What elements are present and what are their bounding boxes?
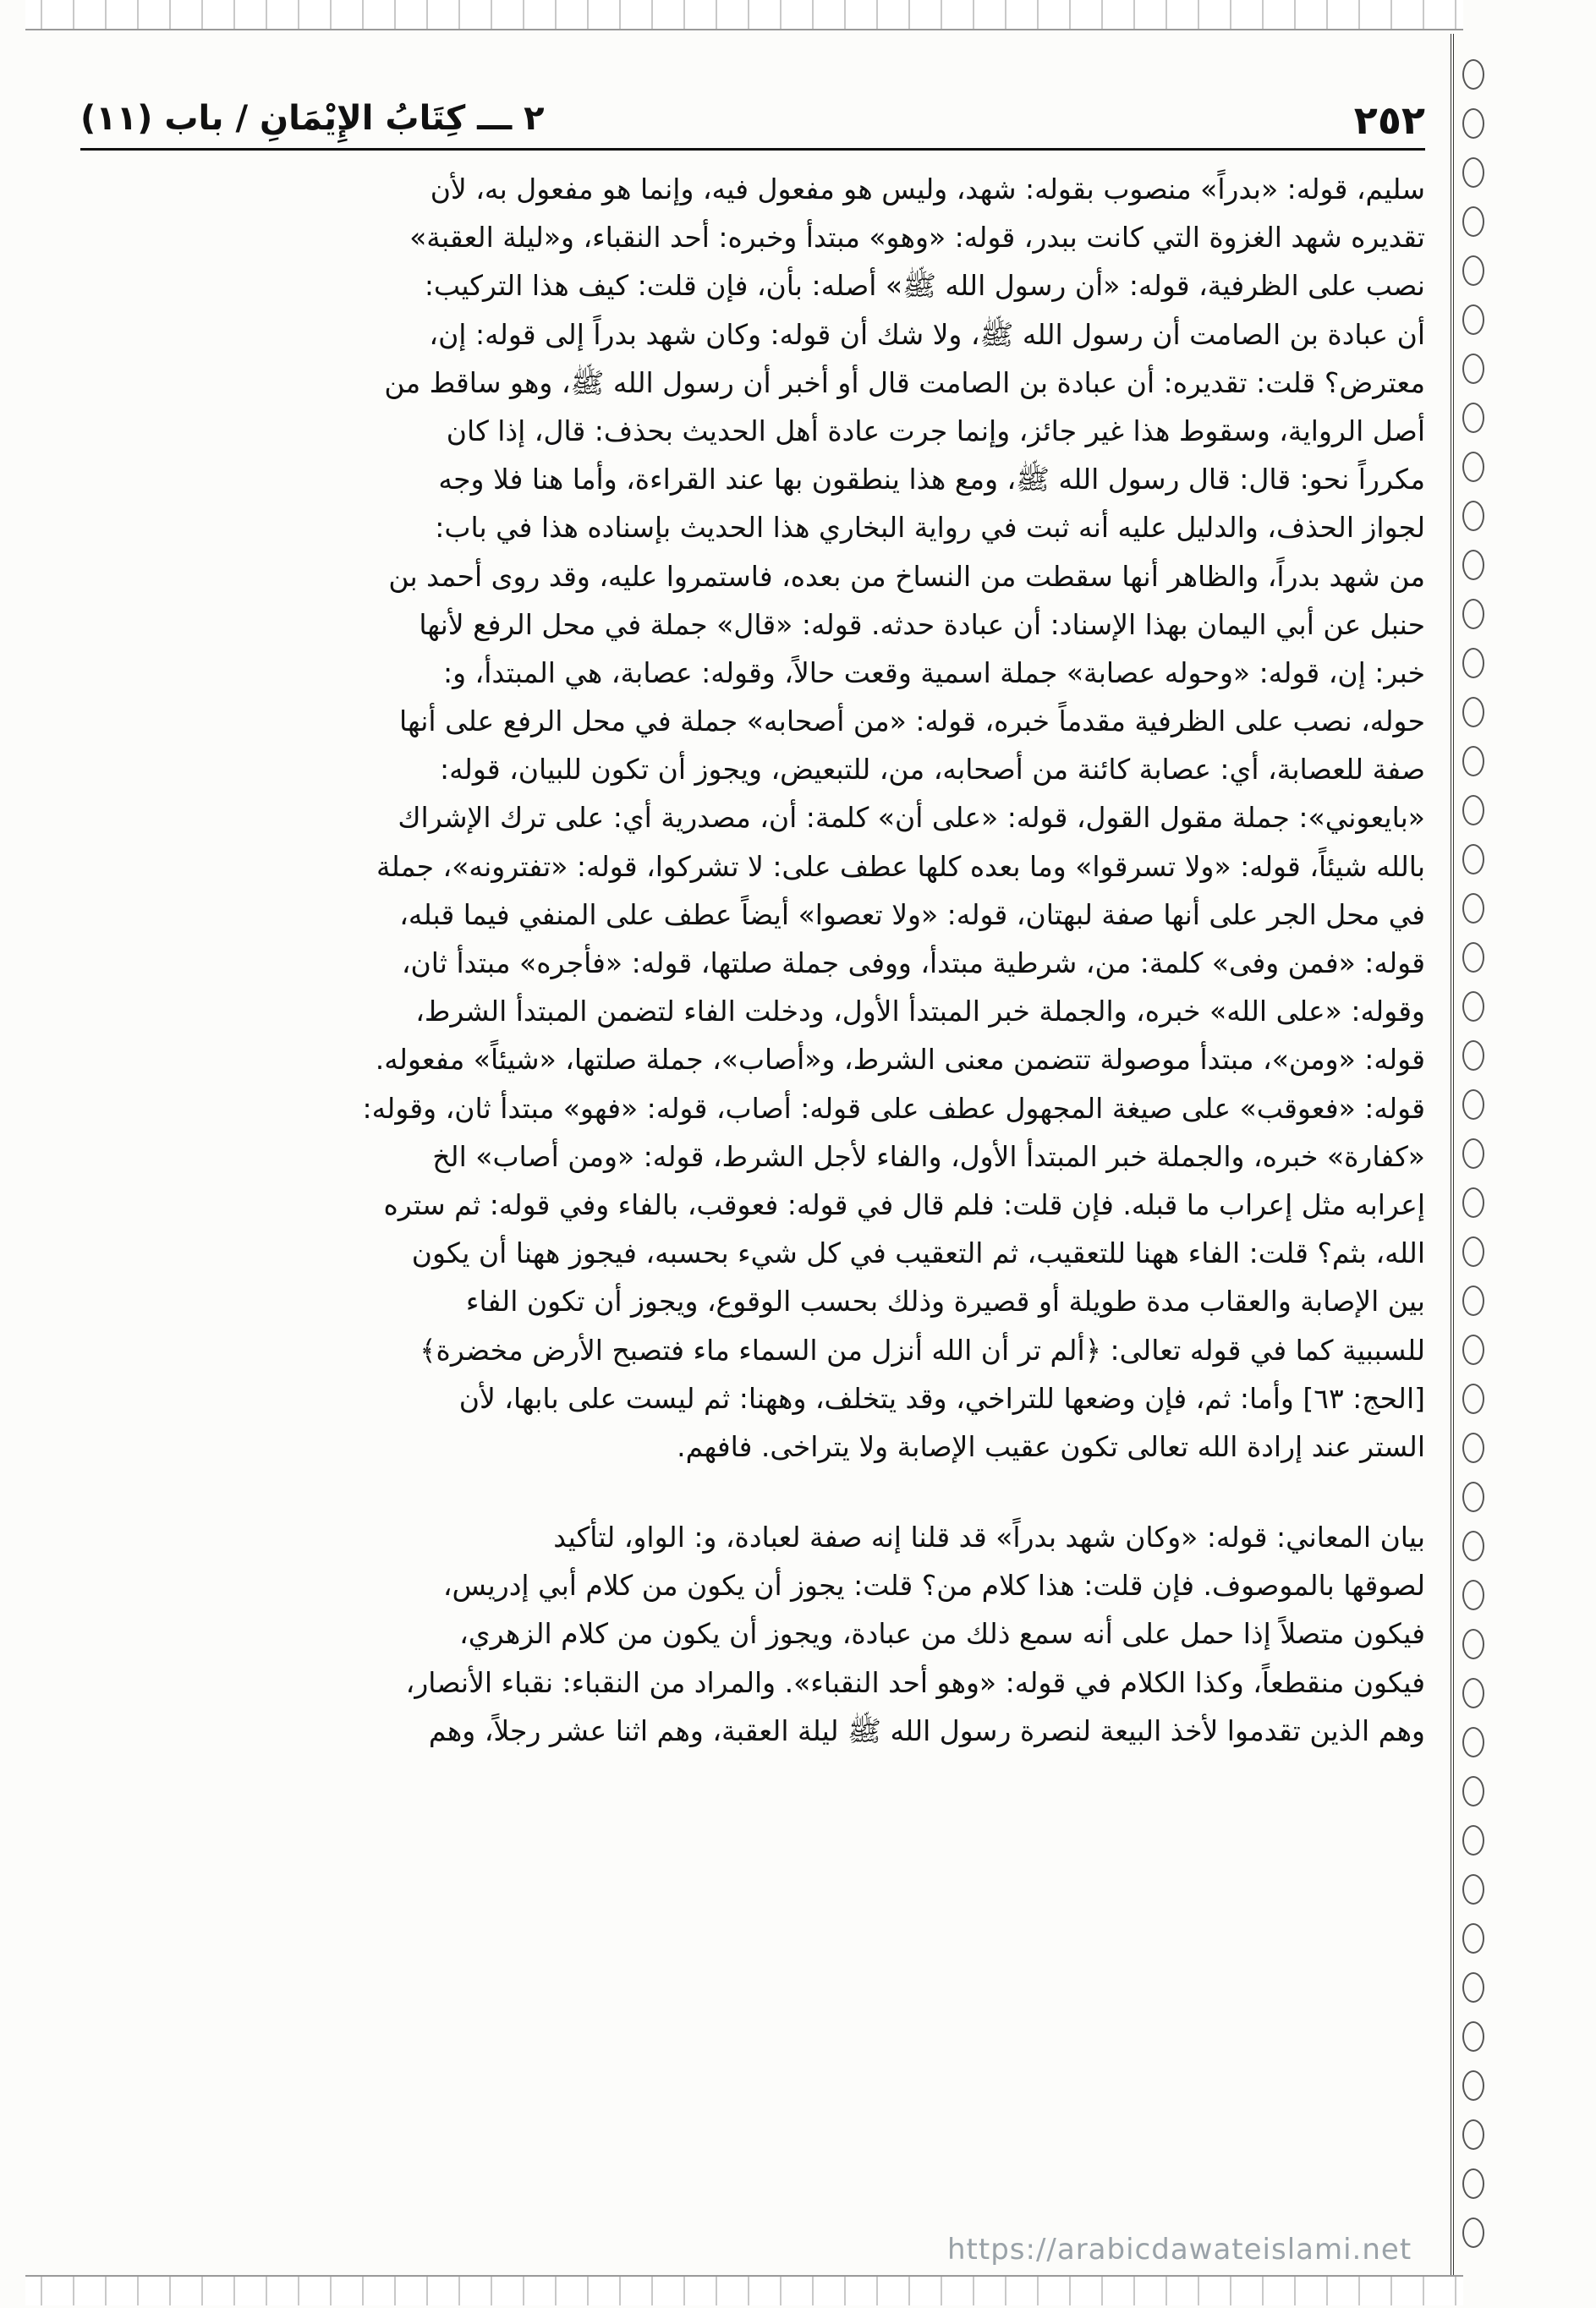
border-ornament: [1462, 599, 1484, 629]
border-ornament: [1462, 991, 1484, 1022]
border-ornament: [1462, 893, 1484, 924]
border-ornament: [1462, 452, 1484, 482]
border-ornament: [1462, 1629, 1484, 1659]
border-ornament: [1462, 354, 1484, 384]
page-number: ٢٥٢: [1353, 97, 1425, 143]
border-ornament: [1462, 1040, 1484, 1071]
border-ornament: [1462, 2021, 1484, 2052]
border-ornament: [1462, 1286, 1484, 1316]
border-ornament: [1462, 1727, 1484, 1757]
border-ornament: [1462, 501, 1484, 531]
text-line: من شهد بدراً، والظاهر أنها سقطت من النساخ من بعده، فاستمروا عليه، وقد روى أحمد بن: [388, 559, 1425, 593]
border-ornament: [1462, 648, 1484, 678]
border-ornament: [1462, 942, 1484, 973]
text-line: خبر: إن، قوله: «وحوله عصابة» جملة اسمية وقعت حالاً، وقوله: عصابة، هي المبتدأ، و:: [443, 655, 1425, 689]
border-ornament: [1462, 1384, 1484, 1414]
text-line: للسببية كما في قوله تعالى: ﴿ألم تر أن الله أنزل من السماء ماء فتصبح الأرض مخضرة﴾: [420, 1333, 1425, 1367]
text-line: وهم الذين تقدموا لأخذ البيعة لنصرة رسول الله ﷺ ليلة العقبة، وهم اثنا عشر رجلاً، وهم: [428, 1713, 1425, 1747]
border-ornament: [1462, 1874, 1484, 1905]
border-ornament: [1462, 1580, 1484, 1610]
watermark-url: https://arabicdawateislami.net: [947, 2233, 1412, 2267]
border-ornament: [1462, 795, 1484, 825]
border-ornament: [1462, 108, 1484, 139]
border-ornament: [1462, 1236, 1484, 1267]
text-line: أصل الرواية، وسقوط هذا غير جائز، وإنما جرت عادة أهل الحديث بحذف: قال، إذا كان: [446, 414, 1425, 447]
border-ornament: [1462, 1776, 1484, 1806]
text-line: مكرراً نحو: قال: قال رسول الله ﷺ، ومع هذا ينطقون بها عند القراءة، وأما هنا فلا وجه: [438, 463, 1425, 496]
text-line: الله، بثم؟ قلت: الفاء ههنا للتعقيب، ثم التعقيب في كل شيء بحسبه، فيجوز ههنا أن يكون: [411, 1236, 1425, 1270]
text-line: وقوله: «على الله» خبره، والجملة خبر المبتدأ الأول، ودخلت الفاء لتضمن المبتدأ الشرط،: [415, 995, 1425, 1028]
border-ornament: [1462, 1972, 1484, 2003]
border-ornament: [1462, 1187, 1484, 1218]
text-line: «بايعوني»: جملة مقول القول، قوله: «على أن» كلمة: أن، مصدرية أي: على ترك الإشراك: [398, 801, 1425, 835]
section-divider: [80, 1471, 1425, 1513]
border-ornament: [1462, 59, 1484, 90]
page-frame: [80, 80, 1425, 2271]
border-ornament: [1462, 206, 1484, 237]
section-meanings: [80, 1513, 1425, 1755]
running-title: ٢ ـــ كِتَابُ الإِيْمَانِ / باب (١١): [80, 99, 545, 138]
text-line: معترض؟ قلت: تقديره: أن عبادة بن الصامت قال أو أخبر أن رسول الله ﷺ، وهو ساقط من: [384, 365, 1425, 399]
right-ornamental-border: [1451, 34, 1505, 2283]
border-ornament: [1462, 550, 1484, 580]
border-ornament: [1462, 2168, 1484, 2199]
section-grammar: [80, 165, 1425, 1471]
page-header: [80, 89, 1425, 151]
bottom-ornamental-border: [25, 2275, 1463, 2305]
text-line: في محل الجر على أنها صفة لبهتان، قوله: «ولا تعصوا» أيضاً عطف على المنفي فيما قبله،: [399, 897, 1425, 931]
text-line: فيكون متصلاً إذا حمل على أنه سمع ذلك من عبادة، ويجوز أن يكون من كلام الزهري،: [459, 1617, 1425, 1651]
border-ornament: [1462, 1825, 1484, 1856]
text-line: سليم، قوله: «بدراً» منصوب بقوله: شهد، وليس هو مفعول فيه، وإنما هو مفعول به، لأن: [430, 173, 1425, 206]
border-ornament: [1462, 697, 1484, 727]
text-line: بين الإصابة والعقاب مدة طويلة أو قصيرة وذلك بحسب الوقوع، ويجوز أن تكون الفاء: [465, 1285, 1425, 1318]
text-line: نصب على الظرفية، قوله: «أن رسول الله ﷺ» أصله: بأن، فإن قلت: كيف هذا التركيب:: [424, 269, 1425, 303]
top-ornamental-border: [25, 0, 1463, 30]
text-line: قوله: «فمن وفى» كلمة: من، شرطية مبتدأ، ووفى جملة صلتها، قوله: «فأجره» مبتدأ ثان،: [401, 946, 1425, 979]
border-ornament: [1462, 844, 1484, 874]
text-line: أن عبادة بن الصامت أن رسول الله ﷺ، ولا شك أن قوله: وكان شهد بدراً إلى قوله: إن،: [429, 317, 1425, 351]
border-ornament: [1462, 2070, 1484, 2101]
text-line: قوله: «فعوقب» على صيغة المجهول عطف على قوله: أصاب، قوله: «فهو» مبتدأ ثان، وقوله:: [362, 1091, 1425, 1125]
border-ornament: [1462, 1089, 1484, 1120]
border-ornament: [1462, 403, 1484, 433]
border-ornament: [1462, 1923, 1484, 1954]
text-line: صفة للعصابة، أي: عصابة كائنة من أصحابه، من، للتبعيض، ويجوز أن تكون للبيان، قوله:: [439, 753, 1425, 787]
border-ornament: [1462, 1335, 1484, 1365]
border-ornament: [1462, 1678, 1484, 1708]
border-ornament: [1462, 746, 1484, 776]
border-ornament: [1462, 1531, 1484, 1561]
text-line: «كفارة» خبره، والجملة خبر المبتدأ الأول، والفاء لأجل الشرط، قوله: «ومن أصاب» الخ: [432, 1139, 1425, 1173]
commentary-text: [80, 165, 1425, 1755]
text-line: حوله، نصب على الظرفية مقدماً خبره، قوله: «من أصحابه» جملة في محل الرفع على أنها: [398, 704, 1425, 738]
text-line: [الحج: ٦٣] وأما: ثم، فإن وضعها للتراخي، وقد يتخلف، وههنا: ثم ليست على بابها، لأن: [458, 1381, 1425, 1415]
border-ornament: [1462, 304, 1484, 335]
text-line: بيان المعاني: قوله: «وكان شهد بدراً» قد قلنا إنه صفة لعبادة، و: الواو، لتأكيد: [553, 1521, 1425, 1554]
border-ornament: [1462, 1482, 1484, 1512]
border-ornament: [1462, 2119, 1484, 2150]
text-line: تقديره شهد الغزوة التي كانت ببدر، قوله: «وهو» مبتدأ وخبره: أحد النقباء، و«ليلة العقبة»: [409, 221, 1425, 255]
border-ornament: [1462, 157, 1484, 188]
border-ornament: [1462, 1433, 1484, 1463]
text-line: حنبل عن أبي اليمان بهذا الإسناد: أن عبادة حدثه. قوله: «قال» جملة في محل الرفع لأنها: [419, 607, 1425, 641]
text-line: فيكون منقطعاً، وكذا الكلام في قوله: «وهو أحد النقباء». والمراد من النقباء: نقباء الأنصار،: [405, 1665, 1425, 1699]
text-line: إعرابه مثل إعراب ما قبله. فإن قلت: فلم قال في قوله: فعوقب، بالفاء وفي قوله: ثم ستره: [383, 1187, 1425, 1221]
border-ornament: [1462, 2218, 1484, 2248]
border-ornament: [1462, 255, 1484, 286]
text-line: لجواز الحذف، والدليل عليه أنه ثبت في رواية البخاري هذا الحديث بإسناده هذا في باب:: [435, 511, 1425, 545]
text-line: قوله: «ومن»، مبتدأ موصولة تتضمن معنى الشرط، و«أصاب»، جملة صلتها، «شيئاً» مفعوله.: [375, 1043, 1425, 1077]
text-line: بالله شيئاً، قوله: «ولا تسرقوا» وما بعده كلها عطف على: لا تشركوا، قوله: «تفترونه»، جملة: [376, 849, 1425, 883]
border-ornament: [1462, 1138, 1484, 1169]
text-line: لصوقها بالموصوف. فإن قلت: هذا كلام من؟ قلت: يجوز أن يكون من كلام أبي إدريس،: [442, 1569, 1425, 1603]
text-line: الستر عند إرادة الله تعالى تكون عقيب الإصابة ولا يتراخى. فافهم.: [677, 1429, 1425, 1463]
